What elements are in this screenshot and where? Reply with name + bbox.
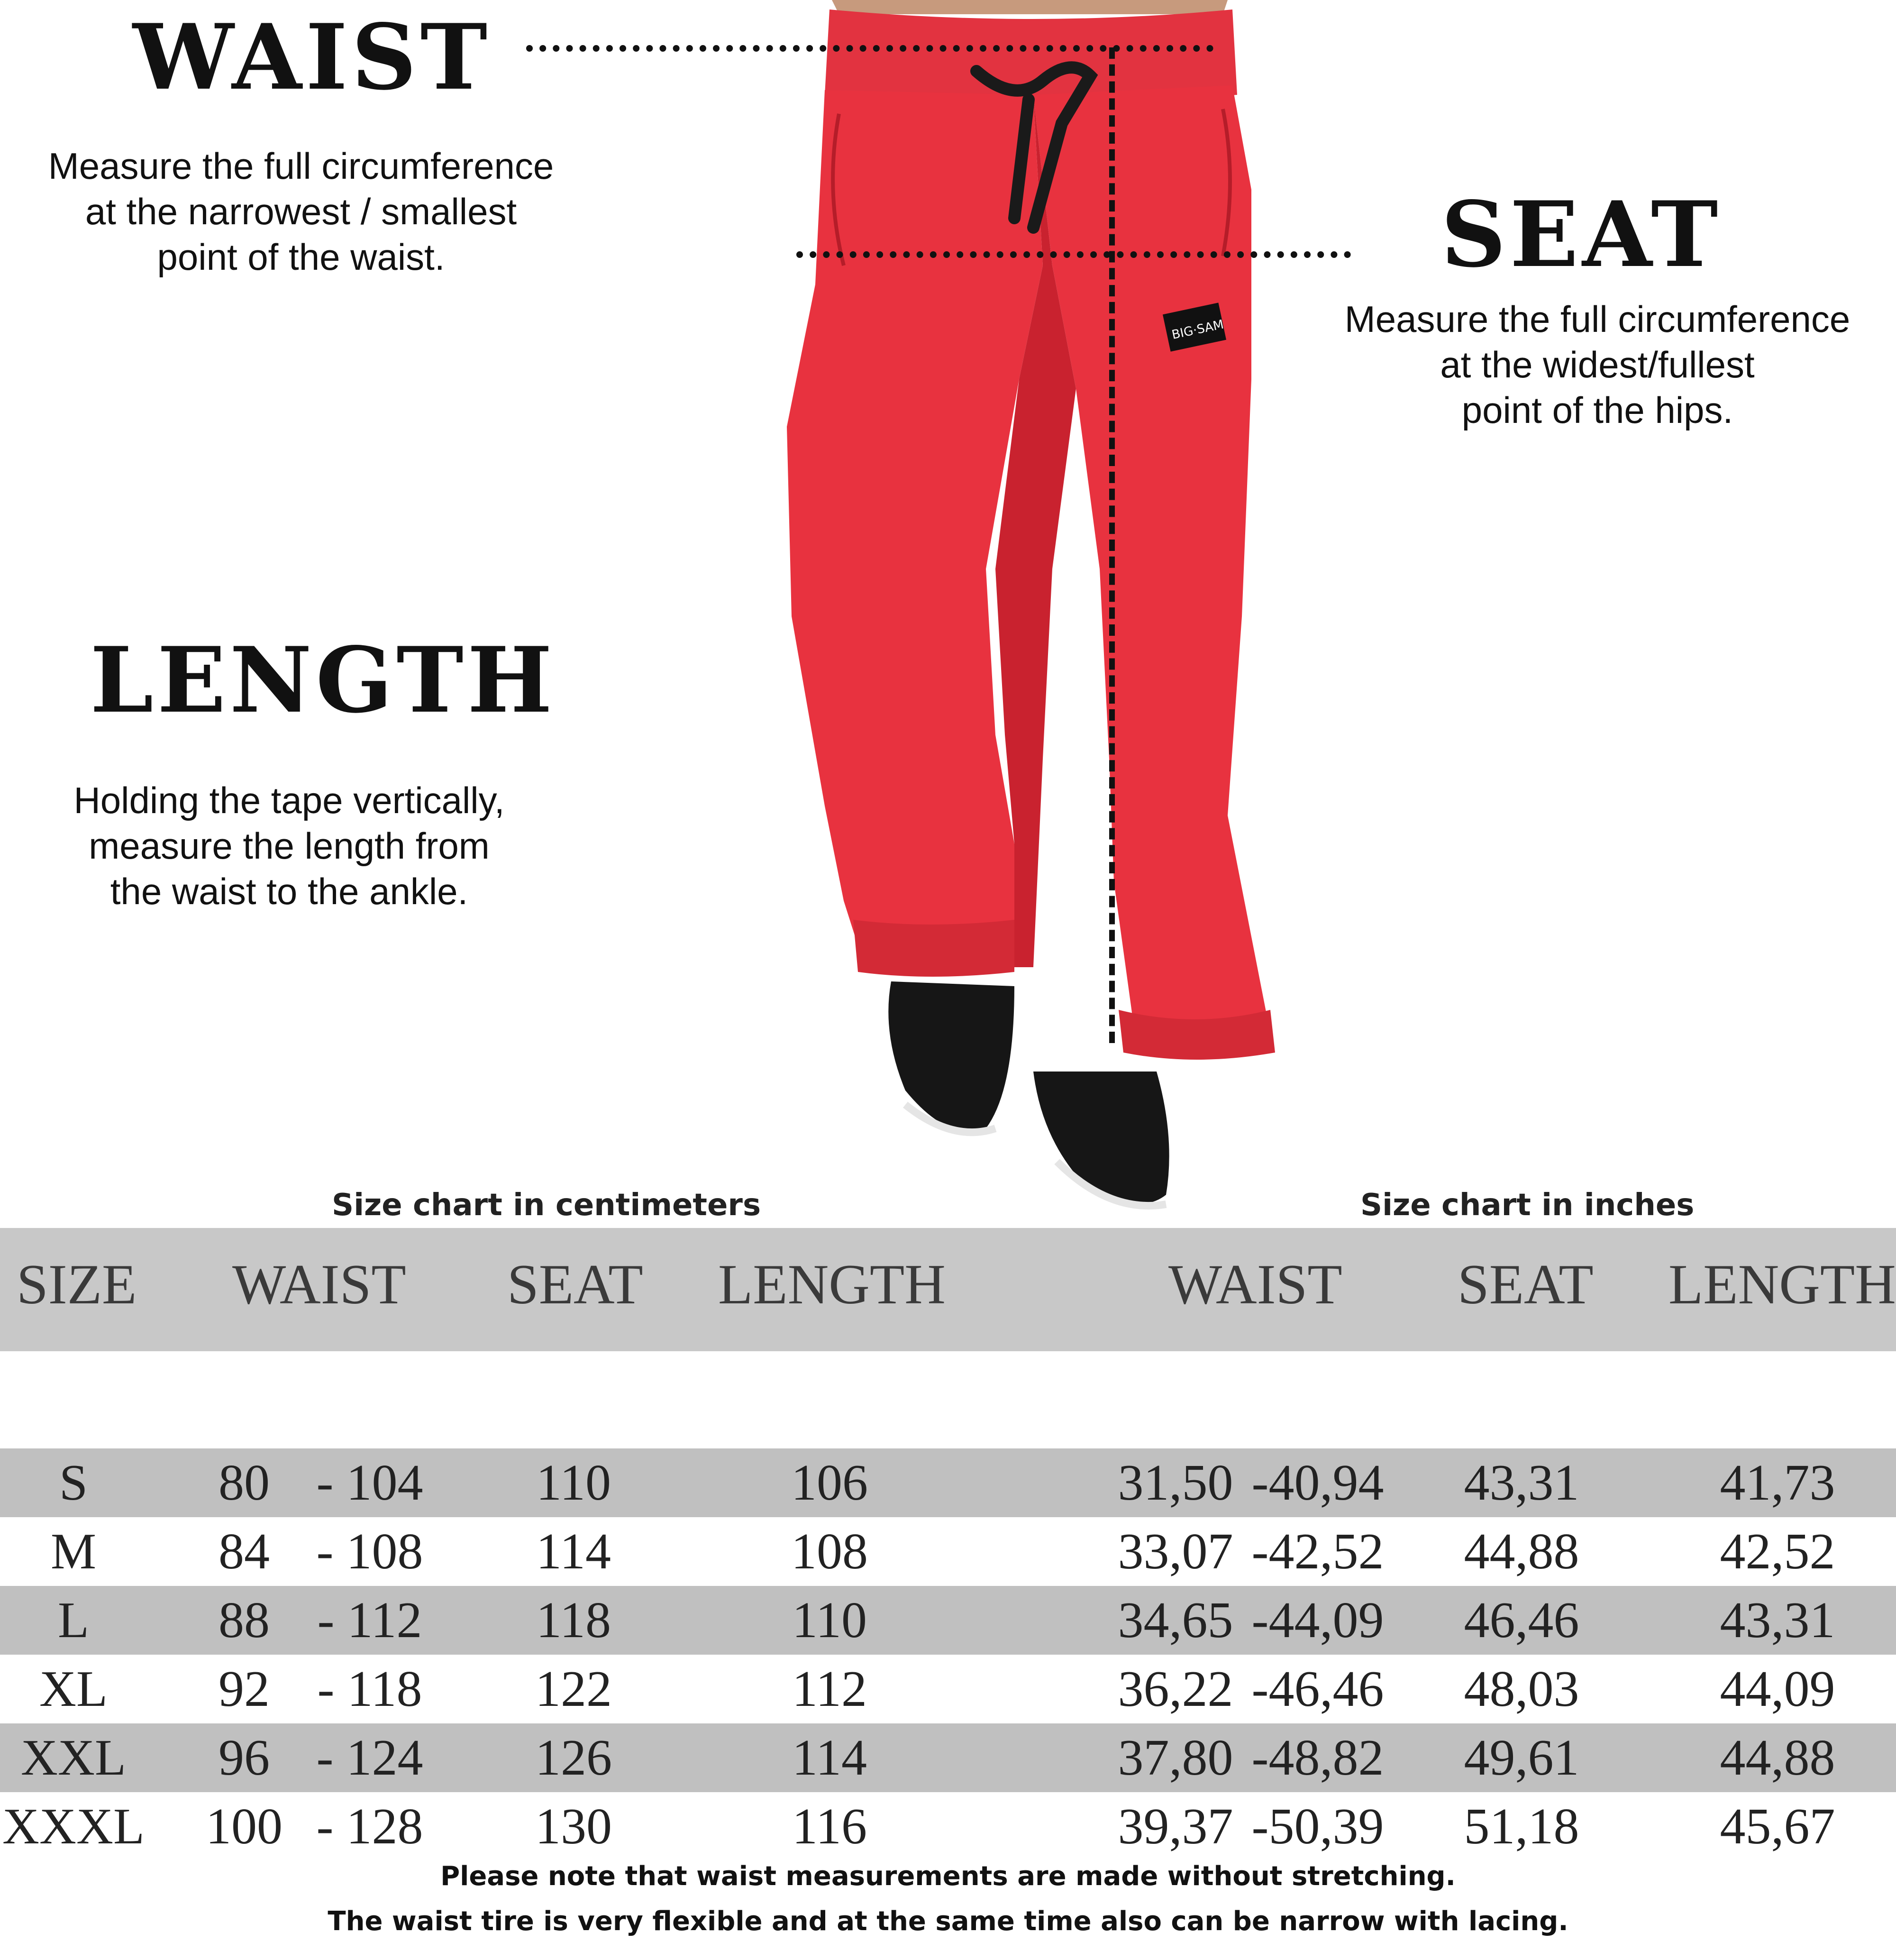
footnote: The waist tire is very flexible and at the same time also can be narrow with lacing. <box>328 1906 1568 1937</box>
table-row <box>0 1792 1896 1861</box>
in-seat-cell: 51,18 <box>1464 1798 1579 1855</box>
seat-title: SEAT <box>1441 182 1722 287</box>
cm-waist-max-cell: - 112 <box>317 1592 422 1649</box>
torso-skin <box>832 0 1228 14</box>
in-seat-cell: 48,03 <box>1464 1661 1579 1717</box>
cm-length-cell: 112 <box>792 1661 867 1717</box>
size-cell: S <box>59 1455 88 1511</box>
length-measure-line <box>1109 47 1115 1043</box>
waist-desc-line: at the narrowest / smallest <box>85 191 517 232</box>
seat-measure-line <box>796 251 1351 258</box>
cm-waist-max-cell: - 104 <box>316 1455 423 1511</box>
in-waist-min-cell: 37,80 <box>1118 1730 1233 1786</box>
cm-length-cell: 114 <box>792 1730 867 1786</box>
waist-desc-line: point of the waist. <box>157 236 445 278</box>
in-waist-max-cell: -44,09 <box>1251 1592 1384 1649</box>
in-waist-min-cell: 36,22 <box>1118 1661 1233 1717</box>
cm-waist-min-cell: 84 <box>219 1523 270 1580</box>
inch-chart-title: Size chart in inches <box>1360 1188 1695 1223</box>
in-seat-cell: 44,88 <box>1464 1523 1579 1580</box>
header-in-seat: SEAT <box>1458 1253 1594 1316</box>
length-description <box>14 778 564 914</box>
in-waist-min-cell: 33,07 <box>1118 1523 1233 1580</box>
cm-waist-min-cell: 92 <box>219 1661 270 1717</box>
size-cell: L <box>58 1592 89 1649</box>
seat-desc-line: Measure the full circumference <box>1344 298 1850 340</box>
in-seat-cell: 43,31 <box>1464 1455 1579 1511</box>
left-cuff <box>853 920 1014 977</box>
header-in-waist: WAIST <box>1168 1253 1342 1316</box>
length-desc-line: measure the length from <box>89 825 490 867</box>
cm-length-cell: 108 <box>791 1523 868 1580</box>
cm-seat-cell: 122 <box>535 1661 612 1717</box>
length-desc-line: Holding the tape vertically, <box>73 779 505 821</box>
right-shoe <box>1033 1072 1169 1204</box>
header-cm-seat: SEAT <box>507 1253 643 1316</box>
size-cell: XXXL <box>2 1798 145 1855</box>
table-row <box>0 1723 1896 1792</box>
in-length-cell: 42,52 <box>1720 1523 1835 1580</box>
sweatpants-photo <box>749 0 1365 1223</box>
in-seat-cell: 49,61 <box>1464 1730 1579 1786</box>
cm-waist-min-cell: 100 <box>206 1798 283 1855</box>
cm-length-cell: 110 <box>792 1592 867 1649</box>
header-size: SIZE <box>17 1253 137 1316</box>
waist-description <box>0 143 602 280</box>
in-waist-max-cell: -42,52 <box>1251 1523 1384 1580</box>
in-waist-max-cell: -40,94 <box>1251 1455 1384 1511</box>
in-waist-min-cell: 34,65 <box>1118 1592 1233 1649</box>
seat-description <box>1299 296 1896 433</box>
seat-desc-line: at the widest/fullest <box>1440 344 1755 385</box>
right-leg <box>1033 85 1270 1043</box>
in-waist-min-cell: 39,37 <box>1118 1798 1233 1855</box>
cm-seat-cell: 130 <box>535 1798 612 1855</box>
cm-waist-max-cell: - 118 <box>317 1661 422 1717</box>
in-seat-cell: 46,46 <box>1464 1592 1579 1649</box>
in-length-cell: 44,88 <box>1720 1730 1835 1786</box>
in-length-cell: 43,31 <box>1720 1592 1835 1649</box>
cm-waist-min-cell: 96 <box>219 1730 270 1786</box>
cm-length-cell: 116 <box>792 1798 867 1855</box>
cm-seat-cell: 114 <box>536 1523 611 1580</box>
size-cell: M <box>50 1523 97 1580</box>
in-length-cell: 44,09 <box>1720 1661 1835 1717</box>
table-row <box>0 1655 1896 1723</box>
footnote: Please note that waist measurements are made without stretching. <box>440 1861 1456 1892</box>
cm-chart-title: Size chart in centimeters <box>332 1188 761 1223</box>
cm-waist-max-cell: - 128 <box>316 1798 423 1855</box>
brand-label-text: BIG·SAM <box>1170 317 1225 342</box>
cm-waist-min-cell: 80 <box>219 1455 270 1511</box>
in-waist-max-cell: -50,39 <box>1251 1798 1384 1855</box>
header-in-length: LENGTH <box>1668 1253 1896 1316</box>
table-row <box>0 1448 1896 1517</box>
waist-desc-line: Measure the full circumference <box>48 145 554 187</box>
in-length-cell: 41,73 <box>1720 1455 1835 1511</box>
cm-waist-min-cell: 88 <box>219 1592 270 1649</box>
in-waist-max-cell: -48,82 <box>1251 1730 1384 1786</box>
cm-waist-max-cell: - 108 <box>316 1523 423 1580</box>
in-waist-max-cell: -46,46 <box>1251 1661 1384 1717</box>
table-row <box>0 1517 1896 1586</box>
cm-waist-max-cell: - 124 <box>316 1730 423 1786</box>
table-row <box>0 1586 1896 1655</box>
cm-seat-cell: 126 <box>535 1730 612 1786</box>
header-cm-waist: WAIST <box>232 1253 406 1316</box>
length-desc-line: the waist to the ankle. <box>110 870 468 912</box>
seat-desc-line: point of the hips. <box>1461 389 1733 431</box>
size-cell: XXL <box>21 1730 126 1786</box>
in-waist-min-cell: 31,50 <box>1118 1455 1233 1511</box>
header-cm-length: LENGTH <box>718 1253 946 1316</box>
length-title: LENGTH <box>90 627 556 733</box>
cm-seat-cell: 118 <box>536 1592 611 1649</box>
size-cell: XL <box>39 1661 108 1717</box>
cm-seat-cell: 110 <box>536 1455 611 1511</box>
cm-length-cell: 106 <box>791 1455 868 1511</box>
in-length-cell: 45,67 <box>1720 1798 1835 1855</box>
waist-title: WAIST <box>133 4 492 110</box>
